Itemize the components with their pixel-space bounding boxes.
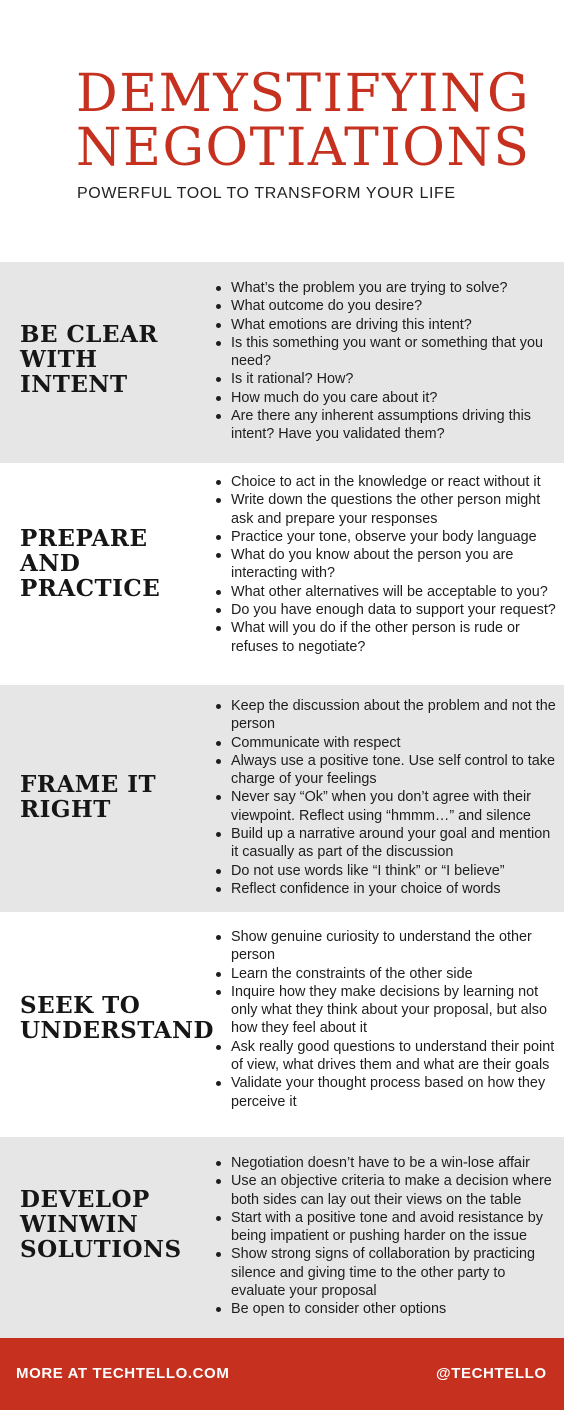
list-item-text: Start with a positive tone and avoid resistance by being impatient or pushing harder on the issue [231, 1209, 543, 1245]
bullet-icon [216, 626, 221, 631]
list-item [214, 491, 558, 528]
bullet-icon [216, 535, 221, 540]
list-item-text: Reflect confidence in your choice of words [231, 880, 501, 897]
page-title-line-2: NEGOTIATIONS [76, 118, 531, 178]
list-item [214, 334, 558, 371]
list-item [214, 473, 558, 491]
list-item [214, 1074, 558, 1111]
section-heading: DEVELOP WINWIN SOLUTIONS [20, 1186, 182, 1263]
list-item [214, 928, 558, 965]
bullet-icon [216, 396, 221, 401]
list-item [214, 619, 558, 656]
list-item-text: Always use a positive tone. Use self control to take charge of your feelings [231, 752, 555, 788]
list-item-text: Negotiation doesn’t have to be a win-lose affair [231, 1155, 530, 1171]
bullet-icon [216, 832, 221, 837]
bullet-icon [216, 1081, 221, 1086]
bullet-icon [216, 304, 221, 309]
list-item-text: What’s the problem you are trying to solve? [231, 280, 508, 296]
list-item [214, 983, 558, 1038]
bullet-icon [216, 480, 221, 485]
list-item [214, 788, 558, 825]
section-bullet-list [214, 473, 558, 656]
bullet-icon [216, 1216, 221, 1221]
list-item-text: Choice to act in the knowledge or react without it [231, 474, 541, 490]
list-item-text: Is this something you want or something that you need? [231, 334, 543, 370]
list-item [214, 1245, 558, 1300]
list-item-text: Show genuine curiosity to understand the other person [231, 929, 532, 964]
list-item-text: Inquire how they make decisions by learning not only what they think about your proposal, but also how they feel about it [231, 983, 547, 1037]
section-heading: FRAME IT RIGHT [20, 771, 157, 823]
footer [0, 1338, 564, 1410]
bullet-icon [216, 759, 221, 764]
list-item [214, 862, 558, 880]
list-item [214, 752, 558, 789]
list-item [214, 583, 558, 601]
list-item [214, 1038, 558, 1075]
list-item-text: Write down the questions the other person might ask and prepare your responses [231, 492, 541, 527]
header [0, 0, 564, 262]
list-item [214, 825, 558, 862]
list-item [214, 546, 558, 583]
section-3 [0, 685, 564, 912]
section-heading: SEEK TO UNDERSTAND [20, 992, 214, 1044]
section-bullet-list [214, 1154, 558, 1319]
list-item-text: Use an objective criteria to make a decision where both sides can lay out their views on the table [231, 1173, 552, 1208]
list-item-text: Build up a narrative around your goal and mention it casually as part of the discussion [231, 826, 551, 861]
list-item-text: What will you do if the other person is rude or refuses to negotiate? [231, 620, 520, 655]
section-4 [0, 912, 564, 1137]
list-item [214, 528, 558, 546]
bullet-icon [216, 1045, 221, 1050]
section-2 [0, 463, 564, 685]
list-item [214, 279, 558, 297]
list-item [214, 316, 558, 334]
bullet-icon [216, 704, 221, 709]
list-item-text: What emotions are driving this intent? [231, 316, 472, 333]
list-item-text: Validate your thought process based on how they perceive it [231, 1075, 546, 1110]
list-item-text: What other alternatives will be acceptable to you? [231, 583, 548, 600]
section-heading: BE CLEAR WITH INTENT [20, 321, 158, 398]
bullet-icon [216, 1179, 221, 1184]
bullet-icon [216, 286, 221, 291]
bullet-icon [216, 553, 221, 558]
bullet-icon [216, 323, 221, 328]
section-bullet-list [214, 279, 558, 444]
list-item [214, 880, 558, 898]
section-5 [0, 1137, 564, 1338]
list-item [214, 1209, 558, 1246]
bullet-icon [216, 972, 221, 977]
list-item-text: Be open to consider other options [231, 1301, 447, 1318]
list-item-text: Learn the constraints of the other side [231, 965, 473, 982]
list-item-text: Communicate with respect [231, 734, 401, 751]
bullet-icon [216, 1161, 221, 1166]
bullet-icon [216, 887, 221, 892]
list-item [214, 734, 558, 752]
list-item-text: Do not use words like “I think” or “I believe” [231, 862, 505, 879]
list-item-text: What outcome do you desire? [231, 298, 423, 315]
list-item-text: What do you know about the person you are interacting with? [231, 547, 514, 582]
footer-social-handle[interactable]: @TECHTELLO [436, 1365, 547, 1382]
bullet-icon [216, 498, 221, 503]
bullet-icon [216, 414, 221, 419]
bullet-icon [216, 795, 221, 800]
list-item-text: Do you have enough data to support your request? [231, 602, 556, 619]
list-item-text: Practice your tone, observe your body language [231, 528, 537, 545]
section-bullet-list [214, 697, 558, 898]
bullet-icon [216, 869, 221, 874]
bullet-icon [216, 341, 221, 346]
page-subtitle: POWERFUL TOOL TO TRANSFORM YOUR LIFE [77, 185, 456, 202]
bullet-icon [216, 990, 221, 995]
list-item [214, 1172, 558, 1209]
list-item-text: Are there any inherent assumptions driving this intent? Have you validated them? [231, 408, 531, 443]
list-item-text: Never say “Ok” when you don’t agree with their viewpoint. Reflect using “hmmm…” and silence [231, 789, 531, 824]
list-item [214, 407, 558, 444]
section-bullet-list [214, 928, 558, 1111]
bullet-icon [216, 741, 221, 746]
section-1 [0, 262, 564, 463]
bullet-icon [216, 1252, 221, 1257]
page-title-line-1: DEMYSTIFYING [76, 64, 531, 124]
list-item [214, 965, 558, 983]
list-item-text: Show strong signs of collaboration by practicing silence and giving time to the other party to evaluate your proposal [231, 1246, 535, 1300]
list-item [214, 601, 558, 619]
list-item [214, 697, 558, 734]
list-item [214, 297, 558, 315]
footer-website-link[interactable]: MORE AT TECHTELLO.COM [16, 1365, 230, 1382]
list-item-text: Keep the discussion about the problem and not the person [231, 698, 556, 733]
bullet-icon [216, 377, 221, 382]
bullet-icon [216, 590, 221, 595]
bullet-icon [216, 1307, 221, 1312]
list-item-text: Is it rational? How? [231, 371, 354, 388]
bullet-icon [216, 935, 221, 940]
bullet-icon [216, 608, 221, 613]
list-item [214, 1154, 558, 1172]
list-item [214, 1300, 558, 1318]
list-item-text: Ask really good questions to understand their point of view, what drives them and what are their goals [231, 1038, 555, 1074]
section-heading: PREPARE AND PRACTICE [20, 525, 161, 602]
list-item-text: How much do you care about it? [231, 389, 438, 406]
list-item [214, 370, 558, 388]
list-item [214, 389, 558, 407]
